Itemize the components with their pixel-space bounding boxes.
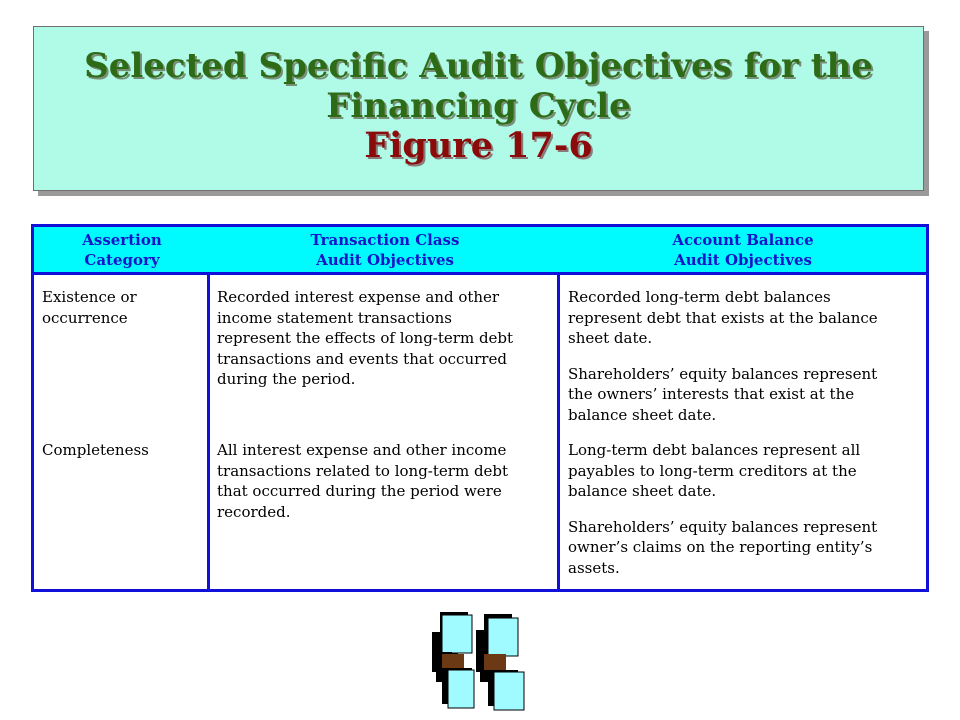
header-assertion-category xyxy=(34,230,210,270)
header-transaction-class xyxy=(210,230,560,270)
text-line: transactions and events that occurred xyxy=(217,349,507,368)
text-line: occurrence xyxy=(42,308,128,327)
row-2-transaction-objective xyxy=(217,440,555,522)
text-line: recorded. xyxy=(217,502,291,521)
text-line: the owners’ interests that exist at the xyxy=(568,385,855,403)
text-line: Completeness xyxy=(42,441,149,459)
title-box xyxy=(33,26,924,191)
row-1-balance-objective xyxy=(568,287,922,425)
row-1-transaction-objective xyxy=(217,287,555,390)
text-line: balance sheet date. xyxy=(568,405,717,424)
title-line-2: Financing Cycle xyxy=(326,86,631,126)
text-line: transactions related to long-term debt xyxy=(217,461,509,480)
row-2-balance-objective xyxy=(568,440,922,578)
text-line: payables to long-term creditors at the xyxy=(568,461,857,480)
column-divider xyxy=(207,272,210,592)
stacked-squares-logo-icon xyxy=(428,610,530,712)
table-header-row xyxy=(34,227,926,275)
figure-label: Figure 17-6 xyxy=(364,125,593,166)
text-line: assets. xyxy=(568,558,620,577)
header-line: Audit Objectives xyxy=(674,251,812,269)
text-line: Recorded long-term debt balances xyxy=(568,288,831,306)
balance-paragraph-1 xyxy=(568,440,922,502)
header-line: Account Balance xyxy=(672,231,814,249)
text-line: Shareholders’ equity balances represent xyxy=(568,364,878,383)
balance-paragraph-2 xyxy=(568,517,922,579)
text-line: owner’s claims on the reporting entity’s xyxy=(568,538,873,556)
audit-objectives-table xyxy=(31,224,929,592)
text-line: income statement transactions xyxy=(217,308,452,327)
header-line: Category xyxy=(84,251,160,269)
text-line: Shareholders’ equity balances represent xyxy=(568,517,878,536)
header-line: Audit Objectives xyxy=(316,251,454,269)
header-line: Assertion xyxy=(82,231,162,249)
balance-paragraph-1 xyxy=(568,287,922,349)
text-line: Recorded interest expense and other xyxy=(217,288,500,306)
header-account-balance xyxy=(560,230,926,270)
row-2-category xyxy=(42,440,202,461)
text-line: represent the effects of long-term debt xyxy=(217,329,514,347)
title-line-1: Selected Specific Audit Objectives for the xyxy=(84,46,873,86)
text-line: represent debt that exists at the balance xyxy=(568,308,878,327)
balance-paragraph-2 xyxy=(568,364,922,426)
text-line: sheet date. xyxy=(568,329,653,347)
text-line: Existence or xyxy=(42,288,137,306)
text-line: balance sheet date. xyxy=(568,482,717,500)
text-line: that occurred during the period were xyxy=(217,482,502,500)
header-line: Transaction Class xyxy=(310,231,460,249)
text-line: during the period. xyxy=(217,370,356,388)
text-line: All interest expense and other income xyxy=(217,441,507,459)
column-divider xyxy=(557,272,560,592)
text-line: Long-term debt balances represent all xyxy=(568,441,861,459)
row-1-category xyxy=(42,287,202,328)
